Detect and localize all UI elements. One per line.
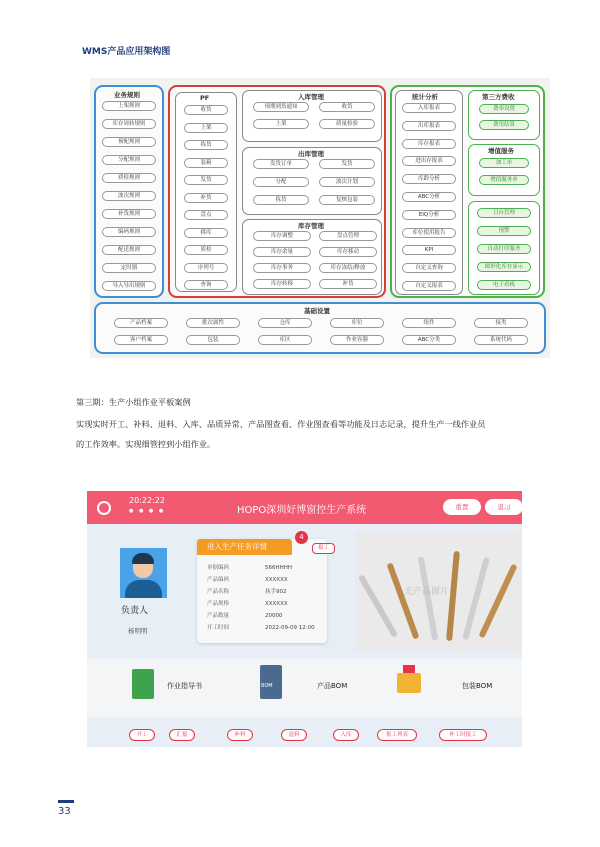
inbound-title: 入库管理: [298, 93, 324, 101]
stats-item: 出库报表: [402, 121, 456, 131]
avatar-hair: [132, 553, 154, 564]
stats-box: [395, 90, 463, 295]
stats-item: EIQ分析: [402, 210, 456, 220]
pf-item: 质检: [184, 245, 228, 255]
extra-service-item: 电子看板: [477, 280, 531, 290]
task-detail-label: 单据编码: [207, 565, 230, 571]
outbound-item: 复核包装: [319, 195, 375, 205]
stats-item: 自定义报表: [402, 281, 456, 291]
task-card: [197, 533, 327, 643]
action-button[interactable]: 补工时报工: [439, 729, 487, 741]
value-added-box: [468, 144, 540, 196]
business-rule-item: 定时器: [102, 263, 156, 273]
task-detail-value: 566HHHH: [265, 565, 293, 571]
business-rule-item: 上架规则: [102, 101, 156, 111]
package-bom-label[interactable]: 包装BOM: [462, 682, 493, 690]
task-detail-label: 产品数量: [207, 613, 230, 619]
bom-icon-text: BOM: [261, 683, 273, 689]
pf-item: 盘点: [184, 210, 228, 220]
extra-service-item: 图形化库存显示: [477, 262, 531, 272]
inventory-title: 库存管理: [298, 222, 324, 230]
base-setting-item: 库区: [258, 335, 312, 345]
stats-item: 库存报表: [402, 139, 456, 149]
pf-item: 发货: [184, 175, 228, 185]
action-button[interactable]: 开工: [129, 729, 155, 741]
action-button[interactable]: 报工列表: [377, 729, 417, 741]
inbound-item: 收货: [319, 102, 375, 112]
pf-item: 补货: [184, 193, 228, 203]
outbound-title: 出库管理: [298, 150, 324, 158]
inventory-item: 库存调整: [253, 231, 311, 241]
inventory-box: [242, 219, 382, 295]
base-setting-item: 接类: [474, 318, 528, 328]
stats-item: 进出存报表: [402, 156, 456, 166]
pf-item: 上架: [184, 123, 228, 133]
task-detail-row: [207, 611, 283, 619]
pf-item: 查询: [184, 280, 228, 290]
task-detail-value: XXXXXX: [265, 577, 288, 583]
inventory-item: 盘点管理: [319, 231, 377, 241]
base-setting-item: 客户档案: [114, 335, 168, 345]
task-detail-tab[interactable]: 进入生产任务详情: [197, 539, 292, 555]
business-rules-panel: [94, 85, 164, 298]
report-work-button[interactable]: 报工: [312, 543, 335, 554]
business-rule-item: 导入导出规则: [102, 281, 156, 291]
outbound-item: 波次计划: [319, 177, 375, 187]
tool-illustration: [358, 574, 398, 638]
documents-bar: [87, 659, 522, 717]
base-setting-item: 作业容器: [330, 335, 384, 345]
clock: 20:22:22: [129, 496, 165, 505]
operations-panel: [168, 85, 386, 298]
analysis-panel: [390, 85, 545, 298]
business-rule-item: 配送规则: [102, 245, 156, 255]
stats-item: 库位使用报告: [402, 228, 456, 238]
package-arrow-icon: [403, 665, 415, 673]
inventory-item: 库存余量: [253, 247, 311, 257]
document-title: WMS产品应用架构图: [82, 47, 171, 57]
action-button[interactable]: 汇报: [169, 729, 195, 741]
stats-title: 统计分析: [412, 93, 438, 101]
base-setting-item: 库位: [330, 318, 384, 328]
extra-service-item: 日台管理: [477, 208, 531, 218]
business-rule-item: 波次规则: [102, 191, 156, 201]
stats-item: KPI: [402, 245, 456, 255]
pf-item: 移库: [184, 228, 228, 238]
base-setting-item: 仓库: [258, 318, 312, 328]
inventory-item: 库存移动: [319, 247, 377, 257]
app-title: HOPO深圳好博窗控生产系统: [237, 505, 367, 516]
business-rule-item: 预配规则: [102, 137, 156, 147]
inbound-item: 预期到货通知: [253, 102, 309, 112]
action-button[interactable]: 补料: [227, 729, 253, 741]
task-count-badge: 4: [295, 531, 308, 544]
package-icon[interactable]: [397, 673, 421, 693]
tool-illustration: [418, 556, 439, 641]
inventory-item: 库存事务: [253, 263, 311, 273]
third-party-box: [468, 90, 540, 140]
value-added-item: 增值服务单: [479, 175, 529, 185]
base-setting-item: 系统代码: [474, 335, 528, 345]
business-rule-item: 编码规则: [102, 227, 156, 237]
inbound-item: 质量检验: [319, 119, 375, 129]
task-detail-row: [207, 563, 292, 571]
outbound-item: 发货订单: [253, 159, 309, 169]
stats-item: ABC分析: [402, 192, 456, 202]
pf-box: [175, 92, 237, 292]
avatar: [120, 548, 167, 598]
paragraph-line-2: 的工作效率。实现细管控到小组作业。: [76, 439, 216, 449]
outbound-item: 分配: [253, 177, 309, 187]
page-number: 33: [58, 806, 71, 817]
action-button[interactable]: 入库: [333, 729, 359, 741]
logo-icon: [97, 501, 111, 515]
reset-button[interactable]: 重置: [443, 499, 481, 515]
base-settings-title: 基础设置: [304, 307, 330, 315]
product-bom-label[interactable]: 产品BOM: [317, 682, 348, 690]
business-rules-title: 业务规则: [114, 91, 140, 99]
phase-heading: 第三期：生产小组作业平板案例: [76, 397, 191, 407]
pf-title: PF: [200, 94, 210, 102]
business-rule-item: 补货规则: [102, 209, 156, 219]
pf-item: 序列号: [184, 263, 228, 273]
outbound-box: [242, 147, 382, 215]
stats-item: 库龄分析: [402, 174, 456, 184]
business-rule-item: 库存周转规则: [102, 119, 156, 129]
extra-services-box: [468, 201, 540, 295]
task-detail-label: 产品规格: [207, 601, 230, 607]
stats-item: 入库报表: [402, 103, 456, 113]
value-added-title: 增值服务: [488, 147, 514, 155]
extra-service-item: 自动打印服务: [477, 244, 531, 254]
inbound-item: 上架: [253, 119, 309, 129]
base-setting-item: 产品档案: [114, 318, 168, 328]
task-detail-value: 20000: [265, 613, 283, 619]
outbound-item: 发货: [319, 159, 375, 169]
inventory-item: 库存转移: [253, 279, 311, 289]
paragraph-line-1: 实现实时开工、补料、退料、入库、品质异常、产品图查看、作业图查看等功能及日志记录，提升生产一线作业员: [76, 419, 486, 429]
task-detail-row: [207, 575, 288, 583]
inventory-item: 补货: [319, 279, 377, 289]
avatar-body: [125, 580, 162, 598]
architecture-diagram: [90, 78, 550, 358]
third-party-item: 费用结算: [479, 120, 529, 130]
third-party-item: 费率设置: [479, 104, 529, 114]
business-rule-item: 质检规则: [102, 173, 156, 183]
responsible-name: 杨明明: [128, 627, 148, 635]
action-button[interactable]: 退料: [281, 729, 307, 741]
exit-button[interactable]: 退出: [485, 499, 522, 515]
no-picture-text: 无产品图片: [404, 587, 450, 597]
business-rule-item: 分配规则: [102, 155, 156, 165]
base-settings-panel: [94, 302, 546, 354]
base-setting-item: 组件: [402, 318, 456, 328]
responsible-label: 负责人: [121, 606, 149, 616]
stats-item: 自定义查询: [402, 263, 456, 273]
extra-service-item: 预警: [477, 226, 531, 236]
work-instruction-label[interactable]: 作业指导书: [167, 682, 202, 690]
task-detail-value: 执手902: [265, 589, 287, 595]
pf-item: 拣货: [184, 140, 228, 150]
task-detail-row: [207, 623, 315, 631]
tablet-screenshot: [87, 491, 522, 747]
task-detail-row: [207, 599, 288, 607]
book-icon[interactable]: [132, 669, 154, 699]
task-detail-label: 产品编码: [207, 577, 230, 583]
status-dots: ● ● ● ●: [129, 508, 166, 514]
pf-item: 收货: [184, 105, 228, 115]
base-setting-item: ABC分类: [402, 335, 456, 345]
inventory-item: 库存冻结/释放: [319, 263, 377, 273]
task-detail-value: 2022-09-09 12:00: [265, 625, 315, 631]
value-added-item: 加工单: [479, 158, 529, 168]
task-detail-label: 产品名称: [207, 589, 230, 595]
inbound-box: [242, 90, 382, 142]
bom-cabinet-icon[interactable]: [260, 665, 282, 699]
task-detail-value: XXXXXX: [265, 601, 288, 607]
task-detail-label: 开工时间: [207, 625, 230, 631]
page-number-bar: [58, 800, 74, 803]
base-setting-item: 包装: [186, 335, 240, 345]
pf-item: 装箱: [184, 158, 228, 168]
third-party-title: 第三方费收: [482, 93, 515, 101]
outbound-item: 拣货: [253, 195, 309, 205]
app-header: [87, 491, 522, 524]
task-detail-row: [207, 587, 287, 595]
base-setting-item: 批次属性: [186, 318, 240, 328]
